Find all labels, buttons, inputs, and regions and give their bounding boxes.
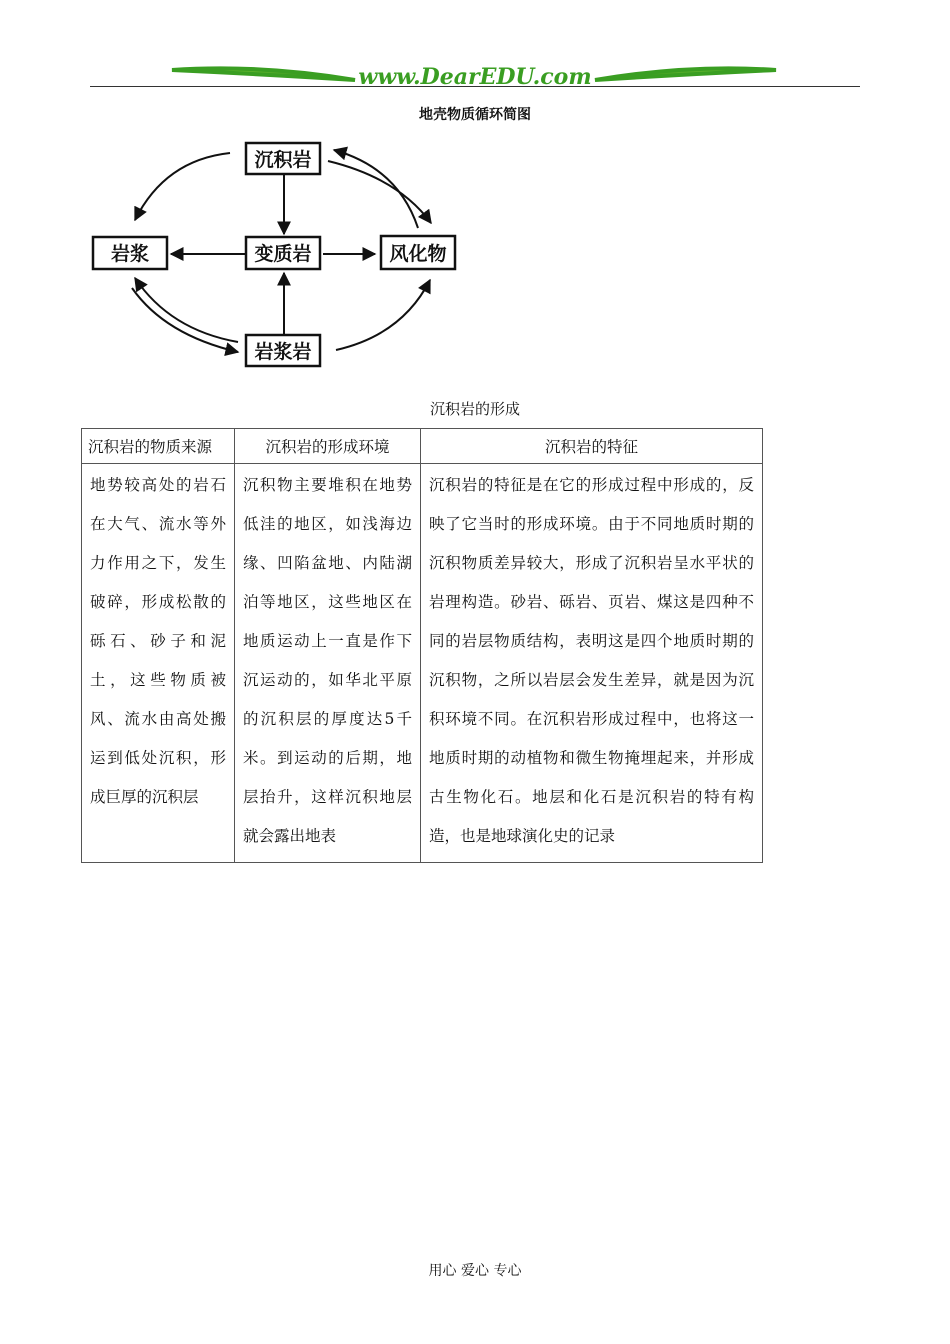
header-characteristics: 沉积岩的特征 (421, 429, 763, 464)
node-label-weathered: 风化物 (389, 243, 447, 265)
table-header-row (82, 429, 763, 464)
sedimentary-info-table (81, 428, 763, 863)
header-rule (90, 86, 860, 87)
diagram-title: 地壳物质循环简图 (419, 107, 531, 123)
arrow-sedimentary-to-weathered-inner (328, 161, 431, 223)
node-label-igneous: 岩浆岩 (254, 341, 312, 363)
page-footer: 用心 爱心 专心 (428, 1263, 522, 1279)
arrow-magma-to-igneous (132, 288, 238, 352)
header-formation-environment: 沉积岩的形成环境 (235, 429, 421, 464)
right-swoosh (595, 68, 776, 80)
cell-material-source: 地势较高处的岩石在大气、流水等外力作用之下，发生破碎，形成松散的砾石、砂子和泥土，这些物质被风、流水由高处搬运到低处沉积，形成巨厚的沉积层 (82, 464, 235, 863)
logo-text: www.DearEDU.com (358, 64, 592, 90)
arrow-igneous-to-weathered (336, 280, 430, 350)
cell-formation-environment: 沉积物主要堆积在地势低洼的地区，如浅海边缘、凹陷盆地、内陆湖泊等地区，这些地区在地质运动上一直是作下沉运动的，如华北平原的沉积层的厚度达5千米。到运动的后期，地层抬升，这样沉积地层就会露出地表 (235, 464, 421, 863)
arrow-weathered-to-sedimentary-outer (334, 150, 418, 228)
left-swoosh (172, 68, 355, 80)
rock-cycle-diagram (80, 130, 480, 380)
node-label-metamorphic: 变质岩 (254, 243, 312, 265)
cell-characteristics: 沉积岩的特征是在它的形成过程中形成的，反映了它当时的形成环境。由于不同地质时期的沉积物质差异较大，形成了沉积岩呈水平状的岩理构造。砂岩、砾岩、页岩、煤这是四种不同的岩层物质结构，表明这是四个地质时期的沉积物，之所以岩层会发生差异，就是因为沉积环境不同。在沉积岩形成过程中，也将这一地质时期的动植物和微生物掩埋起来，并形成古生物化石。地层和化石是沉积岩的特有构造，也是地球演化史的记录 (421, 464, 763, 863)
table-row (82, 464, 763, 863)
arrow-sedimentary-to-magma (135, 153, 230, 220)
header-material-source: 沉积岩的物质来源 (82, 429, 235, 464)
node-label-sedimentary: 沉积岩 (254, 149, 312, 171)
node-label-magma: 岩浆 (110, 243, 150, 265)
section-title: 沉积岩的形成 (429, 400, 520, 418)
